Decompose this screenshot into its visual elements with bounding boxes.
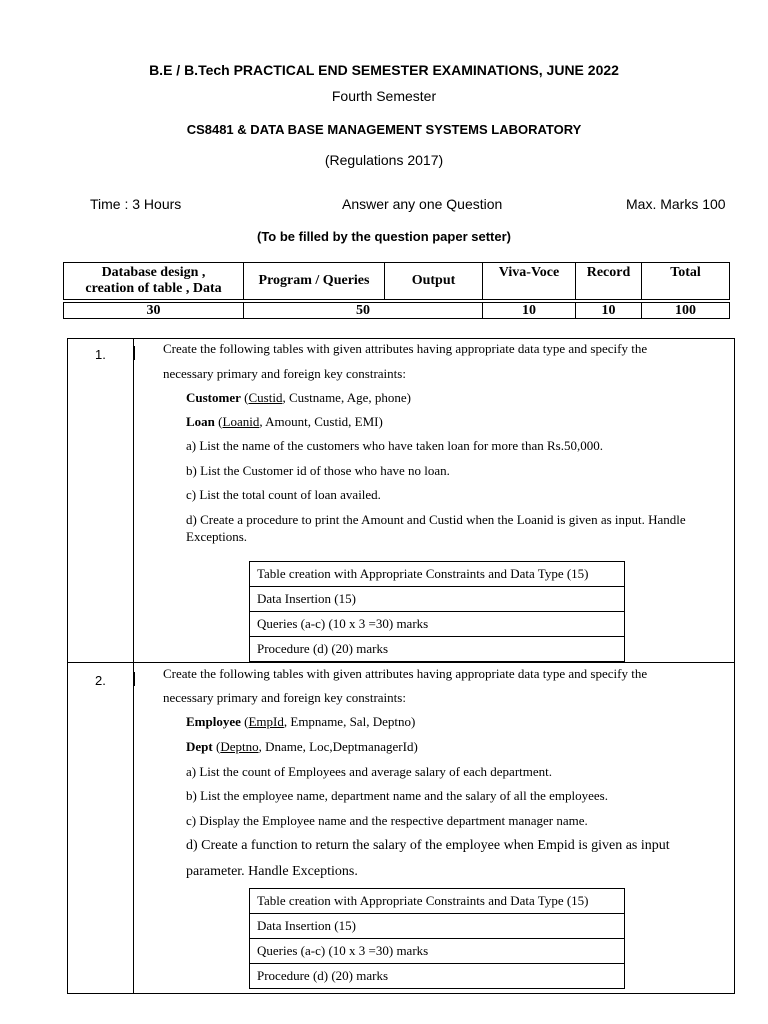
table-name: Dept: [186, 739, 213, 754]
marks-row: Procedure (d) (20) marks: [250, 964, 625, 989]
table-definition-2: [186, 414, 383, 430]
regulations: (Regulations 2017): [324, 152, 444, 168]
primary-key: Loanid: [222, 414, 260, 429]
marks-row: Data Insertion (15): [250, 914, 625, 939]
task-c: c) Display the Employee name and the respective department manager name.: [186, 813, 588, 828]
task-d-line1: d) Create a procedure to print the Amount and Custid when the Loanid is given as input. Handle: [186, 512, 686, 527]
course-title: CS8481 & DATA BASE MANAGEMENT SYSTEMS LABORATORY: [186, 122, 582, 137]
marks-header-db-design: [64, 263, 244, 300]
questions-row-divider: [67, 662, 735, 663]
task-c: c) List the total count of loan availed.: [186, 487, 381, 502]
semester: Fourth Semester: [331, 88, 437, 104]
question-marks-table: [249, 888, 625, 989]
marks-value-viva: 10: [483, 303, 576, 319]
marks-row: Queries (a-c) (10 x 3 =30) marks: [250, 612, 625, 637]
exam-title: B.E / B.Tech PRACTICAL END SEMESTER EXAMINATIONS, JUNE 2022: [149, 62, 619, 78]
question-intro-line1: Create the following tables with given attributes having appropriate data type and specify the: [163, 666, 648, 681]
question-intro-line1: Create the following tables with given attributes having appropriate data type and specify the: [163, 341, 648, 356]
marks-header-db-design-line1: Database design ,: [101, 265, 206, 280]
marks-header-program: Program / Queries: [244, 263, 385, 300]
max-marks: Max. Marks 100: [626, 196, 726, 212]
task-a: a) List the count of Employees and average salary of each department.: [186, 764, 553, 779]
table-paren: (: [212, 739, 221, 754]
marks-header-output: Output: [385, 263, 483, 300]
marks-value-record: 10: [576, 303, 642, 319]
question-number-marker: [133, 346, 135, 360]
task-d-line2: Exceptions.: [186, 529, 248, 544]
table-paren: (: [214, 414, 223, 429]
primary-key: EmpId: [248, 714, 284, 729]
question-intro-line2: necessary primary and foreign key constraints:: [163, 690, 406, 705]
table-attributes: , Amount, Custid, EMI): [259, 414, 383, 429]
marks-row: Data Insertion (15): [250, 587, 625, 612]
marks-header-db-design-line2: creation of table , Data: [85, 281, 222, 296]
instruction-label: Answer any one Question: [342, 196, 503, 212]
table-attributes: , Custname, Age, phone): [282, 390, 411, 405]
task-d-line1: d) Create a function to return the salary of the employee when Empid is given as input: [186, 838, 670, 853]
table-definition-1: [186, 714, 415, 730]
table-attributes: , Dname, Loc,DeptmanagerId): [258, 739, 418, 754]
marks-value-db-design: 30: [64, 303, 244, 319]
marks-value-program-output: 50: [244, 303, 483, 319]
table-name: Loan: [186, 414, 215, 429]
marks-row: Table creation with Appropriate Constraints and Data Type (15): [250, 889, 625, 914]
table-name: Employee: [186, 714, 241, 729]
marks-row: Queries (a-c) (10 x 3 =30) marks: [250, 939, 625, 964]
task-a: a) List the name of the customers who have taken loan for more than Rs.50,000.: [186, 438, 603, 453]
time-label: Time : 3 Hours: [90, 196, 182, 212]
question-number-marker: [133, 672, 135, 686]
setter-note: (To be filled by the question paper setter): [256, 229, 511, 244]
table-paren: (: [240, 714, 249, 729]
questions-column-divider: [133, 338, 134, 994]
task-b: b) List the employee name, department name and the salary of all the employees.: [186, 788, 608, 803]
marks-row: Procedure (d) (20) marks: [250, 637, 625, 662]
primary-key: Deptno: [220, 739, 259, 754]
marks-value-total: 100: [642, 303, 730, 319]
primary-key: Custid: [248, 390, 283, 405]
question-number: 1.: [95, 347, 106, 362]
table-paren: (: [240, 390, 249, 405]
marks-header-total: Total: [642, 263, 730, 300]
table-name: Customer: [186, 390, 241, 405]
marks-header-record: Record: [576, 263, 642, 300]
marks-header-viva: Viva-Voce: [483, 263, 576, 300]
task-b: b) List the Customer id of those who have no loan.: [186, 463, 450, 478]
question-marks-table: [249, 561, 625, 662]
marks-distribution-table: [63, 262, 730, 319]
task-d-line2: parameter. Handle Exceptions.: [186, 864, 358, 879]
question-intro-line2: necessary primary and foreign key constraints:: [163, 366, 406, 381]
table-definition-1: [186, 390, 411, 406]
question-number: 2.: [95, 673, 106, 688]
table-attributes: , Empname, Sal, Deptno): [283, 714, 416, 729]
table-definition-2: [186, 739, 418, 755]
marks-row: Table creation with Appropriate Constraints and Data Type (15): [250, 562, 625, 587]
